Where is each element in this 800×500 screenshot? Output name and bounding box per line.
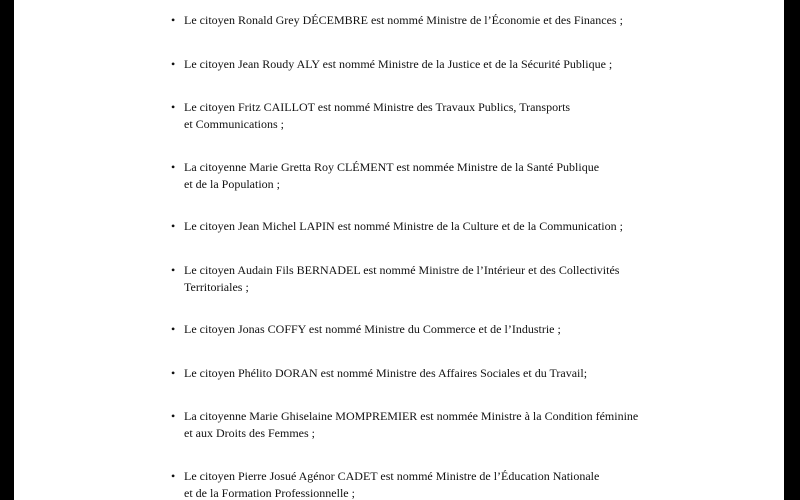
list-item	[171, 159, 744, 192]
item-text-line-2: et de la Population ;	[184, 176, 280, 191]
bullet: •	[171, 100, 176, 114]
list-item	[171, 408, 744, 441]
item-text-line-1: Le citoyen Pierre Josué Agénor CADET est nommé Ministre de l’Éducation Nationale	[184, 469, 600, 483]
item-text: Le citoyen Phélito DORAN est nommé Ministre des Affaires Sociales et du Travail;	[184, 366, 588, 380]
item-text-line-1: La citoyenne Marie Gretta Roy CLÉMENT est nommée Ministre de la Santé Publique	[184, 160, 600, 174]
item-text-line-1: La citoyenne Marie Ghiselaine MOMPREMIER est nommée Ministre à la Condition féminine	[184, 409, 639, 423]
item-text-line-1: Le citoyen Fritz CAILLOT est nommé Ministre des Travaux Publics, Transports	[184, 100, 571, 114]
list-item	[171, 468, 744, 500]
item-text: Le citoyen Ronald Grey DÉCEMBRE est nommé Ministre de l’Économie et des Finances ;	[184, 13, 623, 27]
item-text: Le citoyen Jean Roudy ALY est nommé Ministre de la Justice et de la Sécurité Publique ;	[184, 57, 613, 71]
item-text-line-2: Territoriales ;	[184, 279, 249, 294]
bullet: •	[171, 322, 176, 336]
item-text: Le citoyen Jean Michel LAPIN est nommé Ministre de la Culture et de la Communication ;	[184, 219, 623, 233]
list-item	[171, 56, 744, 73]
document-page	[14, 0, 784, 500]
list-item	[171, 262, 744, 295]
bullet: •	[171, 263, 176, 277]
bullet: •	[171, 13, 176, 27]
bullet: •	[171, 409, 176, 423]
list-item	[171, 321, 744, 338]
bullet: •	[171, 366, 176, 380]
list-item	[171, 365, 744, 382]
bullet: •	[171, 219, 176, 233]
bullet: •	[171, 160, 176, 174]
item-text: Le citoyen Jonas COFFY est nommé Ministre du Commerce et de l’Industrie ;	[184, 322, 561, 336]
item-text-line-2: et aux Droits des Femmes ;	[184, 425, 315, 440]
item-text-line-2: et de la Formation Professionnelle ;	[184, 485, 355, 500]
list-item	[171, 12, 744, 29]
item-text-line-1: Le citoyen Audain Fils BERNADEL est nommé Ministre de l’Intérieur et des Collectivités	[184, 263, 620, 277]
bullet: •	[171, 57, 176, 71]
item-text-line-2: et Communications ;	[184, 116, 284, 131]
bullet: •	[171, 469, 176, 483]
list-item	[171, 218, 744, 235]
list-item	[171, 99, 744, 132]
